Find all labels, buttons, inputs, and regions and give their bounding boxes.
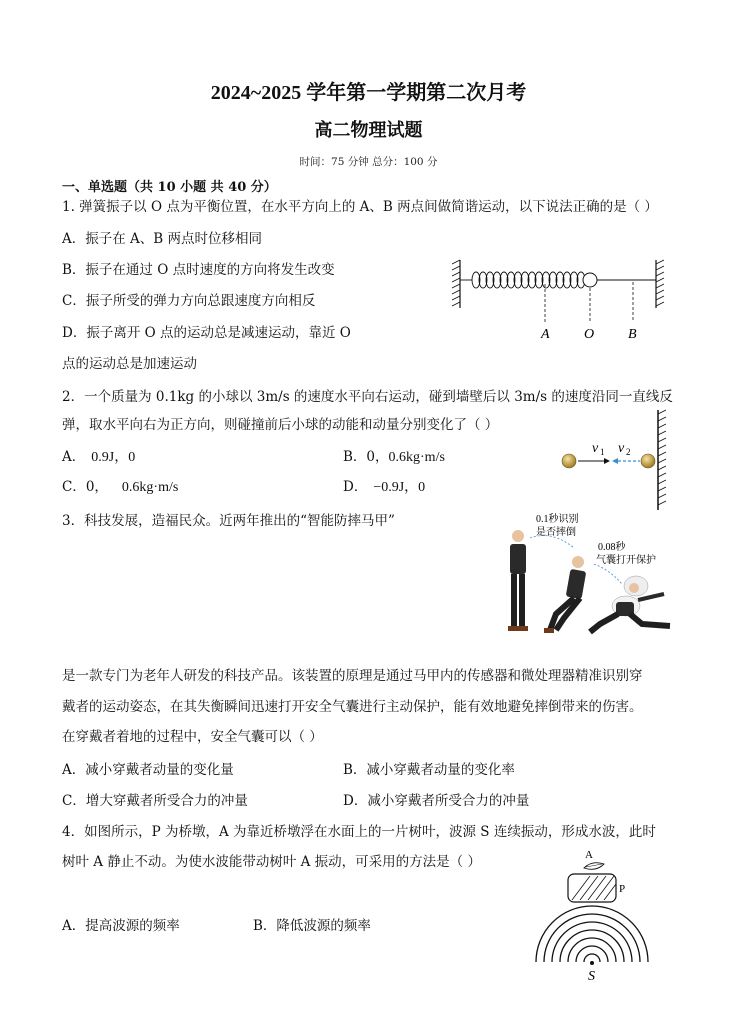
q2-option-c-label: C．0， — [62, 479, 108, 495]
label-pier-p: P — [619, 883, 626, 895]
q1-option-c: C．振子所受的弹力方向总跟速度方向相反 — [62, 293, 316, 309]
wave-source — [590, 961, 594, 965]
water-wave-figure — [530, 846, 656, 986]
q2-option-d-label: D． — [343, 479, 368, 495]
person-standing — [508, 530, 528, 631]
q1-stem: 1. 弹簧振子以 O 点为平衡位置，在水平方向上的 A、B 两点间做简谐运动，以下说法正确的是（ ） — [62, 199, 658, 215]
q2-option-c-value: 0.6kg·m/s — [121, 480, 179, 495]
person-airbag — [590, 576, 670, 632]
annotation-airbag-1: 0.08秒 — [598, 542, 626, 553]
q2-option-b — [343, 448, 445, 467]
ball-wall-figure — [556, 408, 674, 512]
oscillator-ball — [583, 273, 597, 287]
annotation-detect-2: 是否摔倒 — [536, 527, 576, 538]
q2-stem-line1: 2．一个质量为 0.1kg 的小球以 3m/s 的速度水平向右运动，碰到墙壁后以 3m/s 的速度沿同一直线反 — [62, 389, 673, 405]
q2-option-a-label: A． — [62, 449, 86, 465]
label-source-s: S — [588, 969, 595, 984]
annotation-airbag-2: 气囊打开保护 — [596, 555, 656, 566]
bridge-pier — [568, 874, 616, 902]
airbag-vest-figure — [492, 508, 688, 644]
annotation-detect-1: 0.1秒识别 — [536, 514, 579, 525]
q2-stem-line2: 弹，取水平向右为正方向，则碰撞前后小球的动能和动量分别变化了（ ） — [62, 417, 499, 433]
label-o: O — [584, 327, 595, 342]
q3-line3: 戴者的运动姿态，在其失衡瞬间迅速打开安全气囊进行主动保护，能有效地避免摔倒带来的伤害。 — [62, 699, 643, 715]
spring-oscillator-figure — [448, 256, 673, 346]
exam-title: 2024~2025 学年第一学期第二次月考 — [210, 82, 527, 104]
q2-option-d — [343, 478, 425, 497]
q4-stem-line2: 树叶 A 静止不动。为使水波能带动树叶 A 振动，可采用的方法是（ ） — [62, 854, 481, 870]
label-leaf-a: A — [585, 849, 593, 861]
q3-option-c: C．增大穿戴者所受合力的冲量 — [62, 793, 248, 809]
q1-option-a: A．振子在 A、B 两点时位移相同 — [62, 231, 263, 247]
wave-fronts — [536, 906, 648, 962]
q4-option-a: A．提高波源的频率 — [62, 918, 180, 934]
q3-line4: 在穿戴者着地的过程中，安全气囊可以（ ） — [62, 729, 323, 745]
exam-subject: 高二物理试题 — [314, 120, 423, 140]
q2-option-c — [62, 478, 178, 497]
q3-option-a: A．减小穿戴者动量的变化量 — [62, 762, 234, 778]
ball-before — [562, 454, 576, 468]
q2-option-a — [62, 448, 135, 467]
spring-coil — [472, 272, 585, 288]
exam-meta: 时间：75 分钟 总分：100 分 — [299, 156, 438, 168]
v2-sub: 2 — [626, 447, 631, 457]
section-heading: 一、单选题（共 10 小题 共 40 分） — [62, 180, 277, 195]
q1-option-d: D．振子离开 O 点的运动总是减速运动，靠近 O — [62, 325, 351, 341]
q1-option-b: B．振子在通过 O 点时速度的方向将发生改变 — [62, 262, 335, 278]
q3-option-b: B．减小穿戴者动量的变化率 — [343, 762, 515, 778]
q2-option-d-value: −0.9J，0 — [373, 480, 426, 495]
v1-sub: 1 — [600, 447, 605, 457]
leaf-icon — [584, 863, 604, 870]
q3-option-d: D．减小穿戴者所受合力的冲量 — [343, 793, 530, 809]
q4-option-b: B．降低波源的频率 — [253, 918, 371, 934]
v1-label: v — [592, 441, 599, 456]
label-b: B — [628, 327, 637, 342]
q2-option-a-value: 0.9J，0 — [91, 450, 136, 465]
q3-line2: 是一款专门为老年人研发的科技产品。该装置的原理是通过马甲内的传感器和微处理器精准识别穿 — [62, 668, 643, 684]
q1-option-d-cont: 点的运动总是加速运动 — [62, 356, 197, 372]
q3-stem: 3．科技发展，造福民众。近两年推出的“智能防摔马甲” — [62, 513, 395, 529]
ball-after — [641, 454, 655, 468]
q4-stem-line1: 4．如图所示，P 为桥墩，A 为靠近桥墩浮在水面上的一片树叶，波源 S 连续振动，形成水波，此时 — [62, 824, 656, 840]
q2-option-b-value: 0.6kg·m/s — [388, 450, 445, 465]
label-a: A — [541, 327, 550, 342]
person-falling — [544, 556, 586, 633]
v2-label: v — [618, 441, 625, 456]
q2-option-b-label: B．0， — [343, 449, 389, 465]
